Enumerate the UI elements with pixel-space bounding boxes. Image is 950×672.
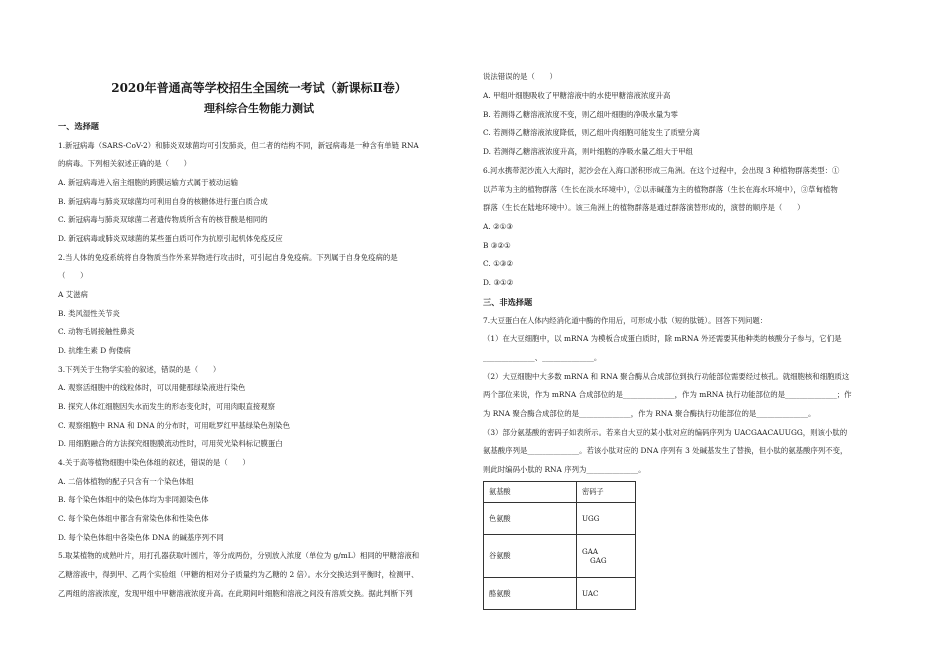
table-row <box>484 503 636 535</box>
q5-stem-line1: 5.取某植物的成熟叶片，用打孔器获取叶圆片，等分成两份，分别放入浓度（单位为 g/mL）相同的甲糖溶液和 <box>58 551 420 560</box>
q5-stem-line4: 说法错误的是（ ） <box>483 72 557 81</box>
table-row <box>484 535 636 578</box>
q2-stem-line2: （ ） <box>58 271 88 280</box>
table-cell-amino: 色氨酸 <box>484 503 577 535</box>
table-header-codon: 密码子 <box>577 482 636 503</box>
q2-stem-line1: 2.当人体的免疫系统将自身物质当作外来异物进行攻击时，可引起自身免疫病。下列属于自身免疫病的是 <box>58 253 398 262</box>
q6-option-a: A. ②①③ <box>483 222 513 231</box>
q7-part3-line1: （3）部分氨基酸的密码子如表所示。若来自大豆的某小肽对应的编码序列为 UACGAACAUUGG，则该小肽的 <box>483 428 848 437</box>
section-heading-nonchoice: 三、非选择题 <box>483 297 533 307</box>
q4-stem: 4.关于高等植物细胞中染色体组的叙述，错误的是（ ） <box>58 458 250 467</box>
section-heading-choice: 一、选择题 <box>58 121 99 131</box>
q1-option-a: A. 新冠病毒进入宿主细胞的跨膜运输方式属于被动运输 <box>58 178 239 187</box>
codon-line: GAA <box>582 547 599 556</box>
q5-option-a: A. 甲组叶细胞吸收了甲糖溶液中的水使甲糖溶液浓度升高 <box>483 91 671 100</box>
q6-stem-line1: 6.河水携带泥沙流入大海时，泥沙会在入海口淤积形成三角洲。在这个过程中，会出现 3 种植物群落类型：① <box>483 166 840 175</box>
q2-option-d: D. 抗维生素 D 佝偻病 <box>58 346 131 355</box>
q4-option-d: D. 每个染色体组中各染色体 DNA 的碱基序列不同 <box>58 533 224 542</box>
q1-stem-line2: 的病毒。下列相关叙述正确的是（ ） <box>58 159 192 168</box>
q7-part2-line1: （2）大豆细胞中大多数 mRNA 和 RNA 聚合酶从合成部位到执行功能部位需要经过核孔。就细胞核和细胞质这 <box>483 372 850 381</box>
q5-stem-line2: 乙糖溶液中，得到甲、乙两个实验组（甲糖的相对分子质量约为乙糖的 2 倍）。水分交换达到平衡时，检测甲、 <box>58 570 419 579</box>
codon-table <box>483 481 636 610</box>
table-row <box>484 578 636 610</box>
q2-option-c: C. 动物毛屑接触性鼻炎 <box>58 327 135 336</box>
q6-option-b: B ③②① <box>483 241 511 250</box>
q4-option-a: A. 二倍体植物的配子只含有一个染色体组 <box>58 477 194 486</box>
table-cell-amino: 谷氨酸 <box>484 535 577 578</box>
q2-option-b: B. 类风湿性关节炎 <box>58 309 120 318</box>
q7-part1-line1: （1）在大豆细胞中，以 mRNA 为模板合成蛋白质时，除 mRNA 外还需要其他种类的核酸分子参与，它们是 <box>483 334 842 343</box>
q6-stem-line2: 以芦苇为主的植物群落（生长在淡水环境中），②以赤碱蓬为主的植物群落（生长在海水环境中），③草甸植物 <box>483 185 838 194</box>
table-header-row <box>484 482 636 503</box>
q7-part1-line2: ______________、______________。 <box>483 353 602 362</box>
q2-option-a: A 艾滋病 <box>58 290 88 299</box>
table-header-amino: 氨基酸 <box>484 482 577 503</box>
q7-part2-line2: 两个部位来说，作为 mRNA 合成部位的是______________，作为 mRNA 执行功能部位的是______________；作 <box>483 390 852 399</box>
q3-option-a: A. 观察活细胞中的线粒体时，可以用健那绿染液进行染色 <box>58 383 246 392</box>
page-subtitle: 理科综合生物能力测试 <box>204 102 314 115</box>
q7-part3-line3: 则此时编码小肽的 RNA 序列为______________。 <box>483 465 646 474</box>
q6-stem-line3: 群落（生长在陆地环境中）。该三角洲上的植物群落是通过群落演替形成的，演替的顺序是（ ） <box>483 203 805 212</box>
q5-option-b: B. 若测得乙糖溶液浓度不变，则乙组叶细胞的净吸水量为零 <box>483 110 678 119</box>
q3-option-b: B. 探究人体红细胞因失水而发生的形态变化时，可用肉眼直接观察 <box>58 402 276 411</box>
q5-stem-line3: 乙两组的溶液浓度，发现甲组中甲糖溶液浓度升高。在此期间叶细胞和溶液之间没有溶质交换。据此判断下列 <box>58 589 413 598</box>
table-cell-codon: UGG <box>577 503 636 535</box>
q3-option-d: D. 用细胞融合的方法探究细胞膜流动性时，可用荧光染料标记膜蛋白 <box>58 439 283 448</box>
table-cell-codon <box>577 535 636 578</box>
q3-option-c: C. 观察细胞中 RNA 和 DNA 的分布时，可用吡罗红甲基绿染色剂染色 <box>58 421 290 430</box>
table-cell-codon: UAC <box>577 578 636 610</box>
q3-stem: 3.下列关于生物学实验的叙述，错误的是（ ） <box>58 365 221 374</box>
q5-option-c: C. 若测得乙糖溶液浓度降低，则乙组叶肉细胞可能发生了质壁分离 <box>483 128 701 137</box>
page-title: 2020年普通高等学校招生全国统一考试（新课标Ⅱ卷） <box>111 81 407 95</box>
q7-part3-line2: 氨基酸序列是______________。若该小肽对应的 DNA 序列有 3 处碱基发生了替换，但小肽的氨基酸序列不变， <box>483 446 848 455</box>
q1-option-c: C. 新冠病毒与肺炎双球菌二者遗传物质所含有的核苷酸是相同的 <box>58 215 268 224</box>
q5-option-d: D. 若测得乙糖溶液浓度升高，则叶细胞的净吸水量乙组大于甲组 <box>483 147 693 156</box>
q6-option-d: D. ③①② <box>483 278 514 287</box>
q1-option-d: D. 新冠病毒或肺炎双球菌的某些蛋白质可作为抗原引起机体免疫反应 <box>58 234 283 243</box>
q4-option-b: B. 每个染色体组中的染色体均为非同源染色体 <box>58 495 209 504</box>
q7-stem: 7.大豆蛋白在人体内经消化道中酶的作用后，可形成小肽（短的肽链）。回答下列问题： <box>483 316 768 325</box>
q6-option-c: C. ①③② <box>483 259 513 268</box>
q4-option-c: C. 每个染色体组中都含有常染色体和性染色体 <box>58 514 209 523</box>
q7-part2-line3: 为 RNA 聚合酶合成部位的是______________，作为 RNA 聚合酶执行功能部位的是______________。 <box>483 409 816 418</box>
codon-line: GAG <box>590 556 607 565</box>
q1-stem-line1: 1.新冠病毒（SARS-CoV-2）和肺炎双球菌均可引发肺炎，但二者的结构不同，新冠病毒是一种含有单链 RNA <box>58 141 419 150</box>
q1-option-b: B. 新冠病毒与肺炎双球菌均可利用自身的核糖体进行蛋白质合成 <box>58 197 268 206</box>
table-cell-amino: 酪氨酸 <box>484 578 577 610</box>
